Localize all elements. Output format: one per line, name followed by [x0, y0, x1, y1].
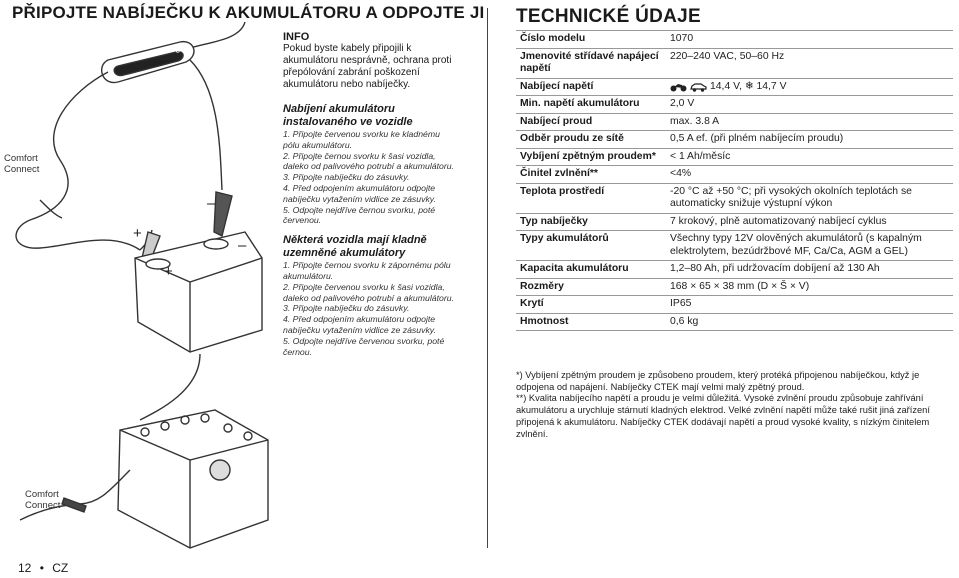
row-value: 0,5 A ef. (při plném nabíjecím proudu)	[670, 133, 844, 144]
row-label: Odběr proudu ze sítě	[520, 133, 624, 144]
footnote-2: **) Kvalita nabíjecího napětí a proudu je velmi důležitá. Vysoké zvlnění proudu způsobuje zahřívání akumulátoru a urychluje stárnutí kladných elektrod. Velké zvlnění napětí může také rušit jiná zařízení připojená k akumulátoru. Nabíječky CTEK dodávají napětí a proud vysoké kvality, s nízkým činitelem zvlnění.	[516, 393, 930, 439]
table-row	[516, 130, 953, 148]
table-row	[516, 295, 953, 313]
table-row	[516, 165, 953, 183]
info-heading: INFO	[283, 31, 310, 43]
row-value: IP65	[670, 298, 692, 309]
row-value: 1,2–80 Ah, při udržovacím dobíjení až 130 Ah	[670, 263, 880, 274]
row-value: max. 3.8 A	[670, 115, 720, 127]
row-label: Typy akumulátorů	[520, 233, 609, 244]
row-label: Činitel zvlnění**	[520, 168, 598, 179]
list-item: 3. Připojte nabíječku do zásuvky.	[283, 303, 410, 314]
plus-sign-terminal: +	[164, 263, 173, 280]
table-row	[516, 113, 953, 131]
row-label: Číslo modelu	[520, 33, 586, 44]
row-value: <4%	[670, 168, 692, 179]
comfort-connect-label-top: Comfort Connect	[4, 153, 40, 175]
row-label: Hmotnost	[520, 315, 569, 327]
list-item: 3. Připojte nabíječku do zásuvky.	[283, 172, 410, 183]
row-value: 1070	[670, 33, 694, 44]
table-row	[516, 148, 953, 166]
table-row	[516, 260, 953, 278]
list-item: 1. Připojte černou svorku k zápornému pólu akumulátoru.	[283, 260, 451, 281]
row-label: Rozměry	[520, 280, 564, 292]
list-item: 1. Připojte červenou svorku ke kladnému pólu akumulátoru.	[283, 129, 440, 150]
row-value: 168 × 65 × 38 mm (D × Š × V)	[670, 280, 810, 292]
list-item: 4. Před odpojením akumulátoru odpojte nabíječku vytažením vidlice ze zásuvky.	[283, 182, 436, 204]
row-value: < 1 Ah/měsíc	[670, 150, 731, 162]
row-value	[666, 79, 953, 96]
charger-battery-illustration	[0, 22, 282, 552]
row-value: 2,0 V	[670, 98, 695, 109]
language-code: CZ	[52, 561, 69, 575]
row-label: Nabíjecí napětí	[520, 80, 594, 92]
column-divider	[487, 8, 488, 548]
section-title: PŘIPOJTE NABÍJEČKU K AKUMULÁTORU A ODPOJTE JI	[12, 3, 485, 22]
charging-voltage-value: 14,4 V, ❄ 14,7 V	[710, 80, 787, 92]
row-label: Kapacita akumulátoru	[520, 263, 629, 274]
tech-title: TECHNICKÉ ÚDAJE	[516, 6, 702, 27]
section1-heading: Nabíjení akumulátoru instalovaného ve vozidle	[283, 103, 413, 128]
row-value: 7 krokový, plně automatizovaný nabíjecí cyklus	[670, 215, 887, 227]
row-value: -20 °C až +50 °C; při vysokých okolních teplotách se automaticky snižuje výstupní výkon	[670, 185, 912, 209]
bullet-separator: •	[39, 561, 44, 575]
row-label: Jmenovité střídavé napájecí napětí	[520, 50, 659, 74]
table-row	[516, 78, 953, 96]
row-value: Všechny typy 12V olověných akumulátorů (s kapalným elektrolytem, bezúdržbové MF, Ca/Ca, AGM a GEL)	[670, 233, 922, 257]
car-icon	[690, 82, 707, 92]
table-row	[516, 230, 953, 260]
charger-brand-label: CTEK	[175, 45, 193, 55]
info-text: Pokud byste kabely připojili k akumulátoru nesprávně, ochrana proti přepólování zabrání poškození akumulátoru nebo nabíječky.	[283, 43, 452, 90]
row-value: 0,6 kg	[670, 315, 699, 327]
table-row	[516, 48, 953, 78]
table-row	[516, 313, 953, 332]
list-item: 2. Připojte červenou svorku k šasi vozidla, daleko od palivového potrubí a akumulátoru.	[283, 281, 454, 303]
row-label: Vybíjení zpětným proudem*	[520, 150, 656, 162]
section1-steps	[283, 129, 455, 226]
table-row	[516, 95, 953, 113]
row-label: Krytí	[520, 298, 544, 309]
footnote-1: *) Vybíjení zpětným proudem je způsobeno proudem, který protéká připojenou nabíječkou, když je odpojena od napájení. Nabíječky CTEK mají velmi malý zpětný proud.	[516, 370, 920, 392]
section2-heading: Některá vozidla mají kladně uzemněné akumulátory	[283, 234, 427, 259]
list-item: 5. Odpojte nejdříve červenou svorku, poté černou.	[283, 335, 445, 357]
plus-sign: +	[133, 225, 142, 242]
page-number: 12	[18, 561, 32, 575]
footnotes	[516, 370, 956, 440]
row-label: Typ nabíječky	[520, 215, 588, 227]
list-item: 2. Připojte černou svorku k šasi vozidla, daleko od palivového potrubí a akumulátoru.	[283, 150, 454, 172]
comfort-connect-label-bottom: Comfort Connect	[25, 489, 61, 511]
minus-sign-terminal: –	[238, 237, 247, 254]
table-row	[516, 30, 953, 48]
tech-table	[516, 30, 953, 331]
instructions-column	[283, 31, 455, 365]
table-row	[516, 183, 953, 213]
row-value: 220–240 VAC, 50–60 Hz	[670, 50, 785, 62]
table-row	[516, 213, 953, 231]
minus-sign: –	[207, 195, 216, 212]
row-label: Min. napětí akumulátoru	[520, 98, 640, 109]
table-row	[516, 278, 953, 296]
list-item: 5. Odpojte nejdříve černou svorku, poté červenou.	[283, 204, 436, 226]
list-item: 4. Před odpojením akumulátoru odpojte nabíječku vytažením vidlice ze zásuvky.	[283, 314, 436, 335]
section2-steps	[283, 260, 455, 357]
row-label: Nabíjecí proud	[520, 115, 593, 127]
page-footer	[18, 561, 68, 575]
motorcycle-icon	[670, 82, 687, 92]
row-label: Teplota prostředí	[520, 185, 605, 197]
